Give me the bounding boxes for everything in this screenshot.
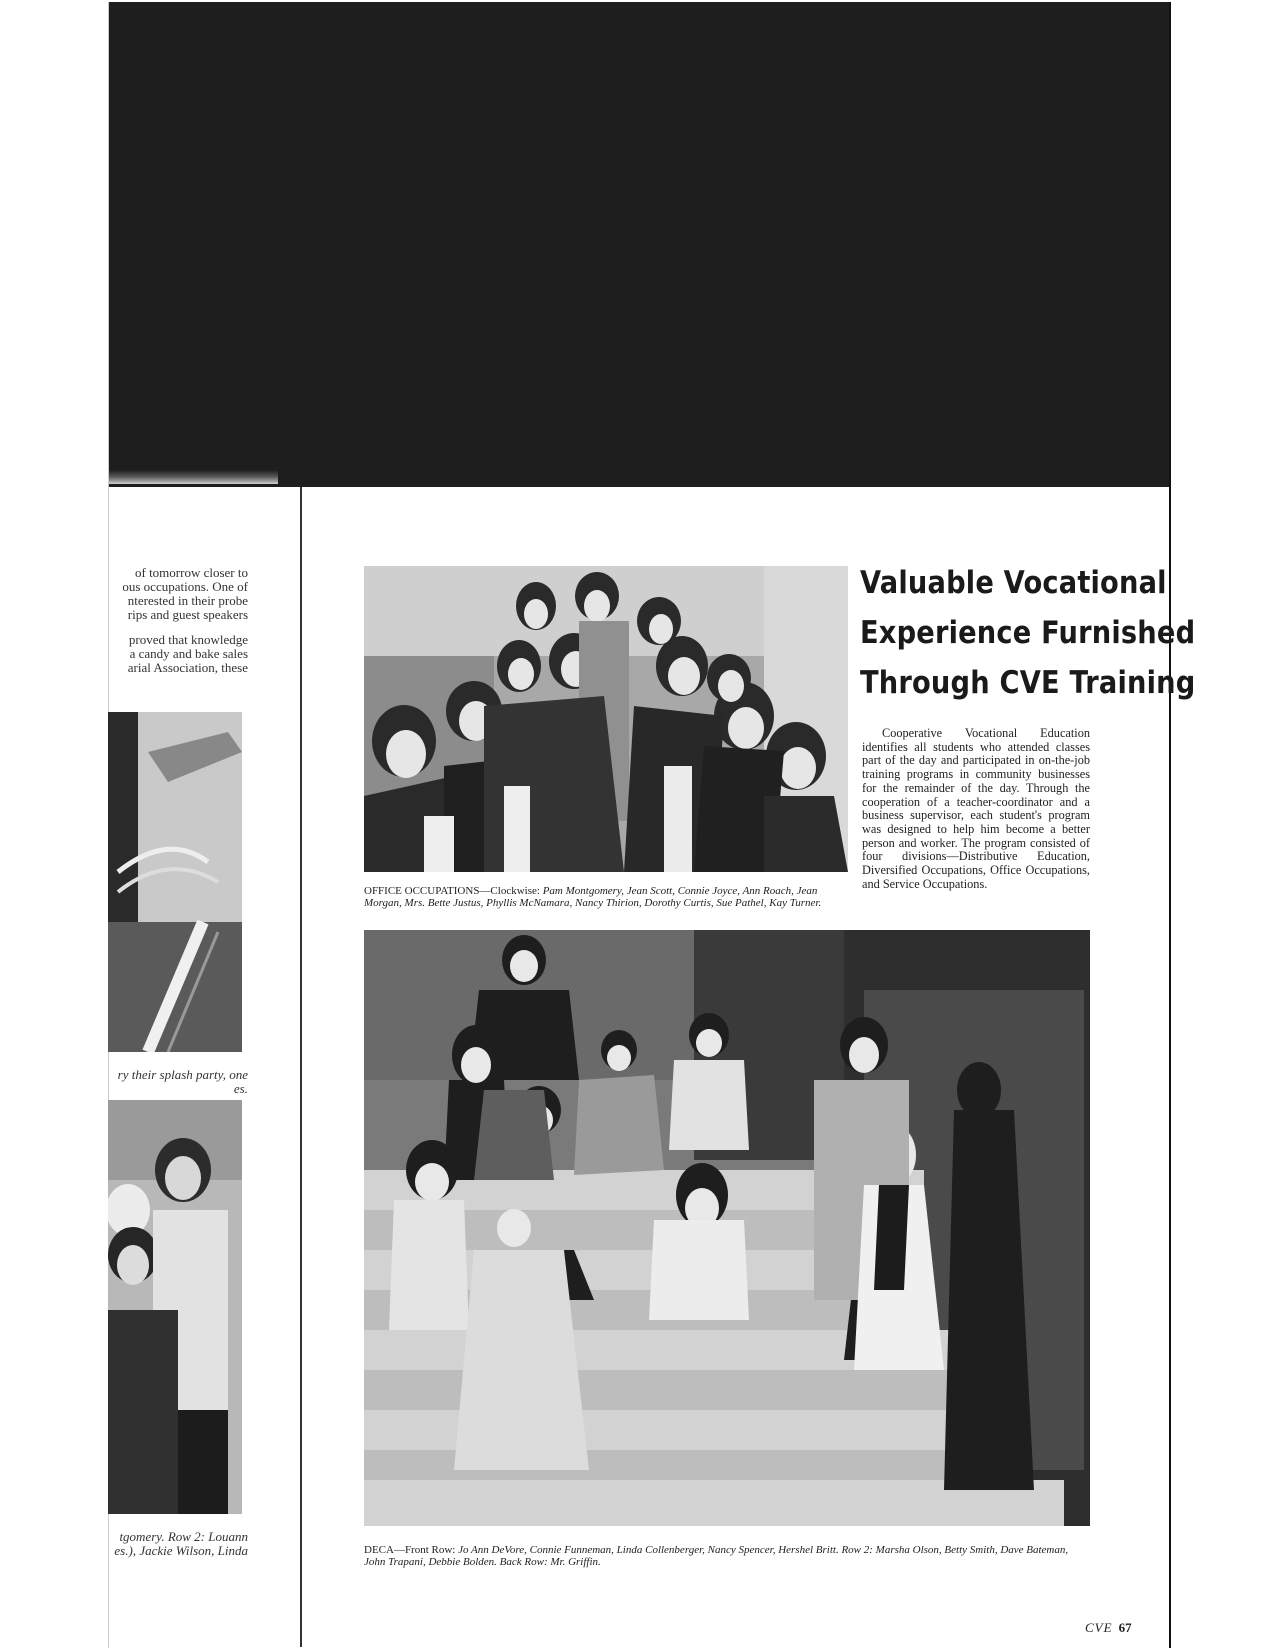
deca-photo — [364, 930, 1090, 1526]
page-folio — [1085, 1620, 1132, 1636]
text-line: es.), Jackie Wilson, Linda — [114, 1543, 248, 1558]
caption-lead: OFFICE OCCUPATIONS—Clockwise: — [364, 885, 540, 897]
headline-line: Experience Furnished — [860, 615, 1196, 651]
left-caption-1 — [108, 1068, 248, 1096]
text-line: tgomery. Row 2: Louann — [119, 1530, 248, 1544]
text-line: ous occupations. One of — [122, 579, 248, 594]
office-group-image — [364, 566, 848, 872]
text-line: of tomorrow closer to — [134, 566, 248, 580]
office-occupations-photo — [364, 566, 848, 872]
article-headline — [860, 558, 1196, 708]
caption-lead: DECA—Front Row: — [364, 1544, 456, 1556]
text-line: es. — [233, 1081, 248, 1096]
folio-section: CVE — [1085, 1620, 1113, 1635]
text-line: proved that knowledge — [128, 633, 248, 647]
article-body: Cooperative Vocational Education identifies all students who attended classes part of the day and participated in on-the-job training programs in community businesses for the remainder of the day. Through the cooperation of a teacher-coordinator and a business supervisor, each student's program was designed to help him become a better person and worker. The program consisted of four divisions—Distributive Education, Diversified Occupations, Office Occupations, and Service Occupations. — [862, 726, 1090, 891]
pool-photo — [108, 712, 242, 1052]
text-line: nterested in their probe — [127, 593, 248, 608]
deca-group-image — [364, 930, 1090, 1526]
left-paragraph-1 — [108, 566, 248, 622]
deca-caption — [364, 1544, 1090, 1568]
left-caption-2 — [108, 1530, 248, 1558]
group-photo-left — [108, 1100, 242, 1514]
headline-line: Through CVE Training — [860, 665, 1196, 701]
students-image — [108, 1100, 242, 1514]
page-number: 67 — [1118, 1620, 1132, 1635]
text-line: a candy and bake sales — [129, 646, 248, 661]
pool-ladder-image — [108, 712, 242, 1052]
office-occupations-caption — [364, 885, 848, 909]
page-gutter — [300, 487, 302, 1647]
headline-line: Valuable Vocational — [860, 565, 1167, 601]
caption-names: Pam Montgomery, Jean Scott, Connie Joyce, Ann Roach, Jean Morgan, Mrs. Bette Justus, Phyllis McNamara, Nancy Thirion, Dorothy Curtis, Sue Pathel, Kay Turner. — [364, 885, 822, 909]
text-line: rips and guest speakers — [127, 607, 248, 622]
text-line: arial Association, these — [127, 660, 248, 675]
caption-names: Jo Ann DeVore, Connie Funneman, Linda Collenberger, Nancy Spencer, Hershel Britt. Row 2: Marsha Olson, Betty Smith, Dave Bateman, John Trapani, Debbie Bolden. Back Row: Mr. Griffin. — [364, 1544, 1069, 1568]
text-line: ry their splash party, one — [117, 1068, 248, 1082]
left-paragraph-2 — [108, 633, 248, 675]
